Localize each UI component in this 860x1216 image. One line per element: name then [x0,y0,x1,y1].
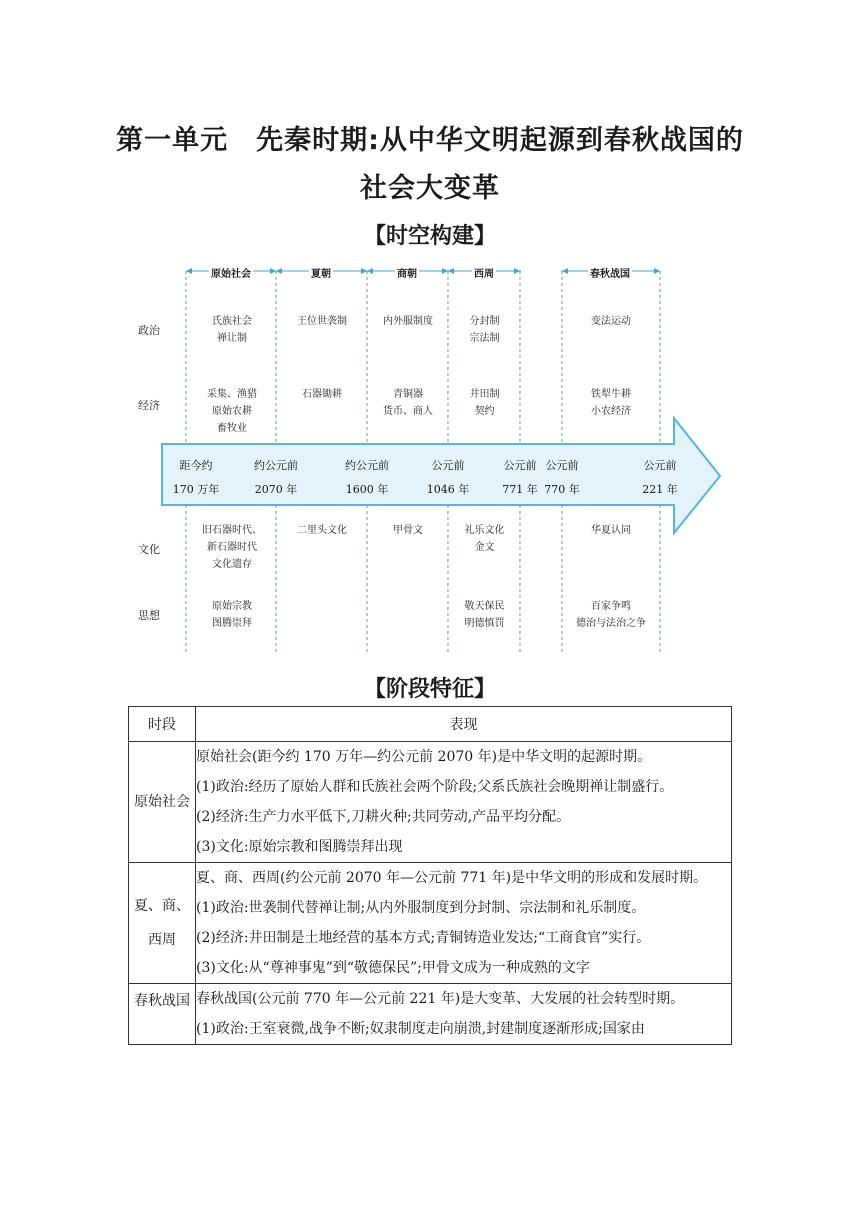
section-heading-timeline: 【时空构建】 [363,224,496,249]
period-primitive: 原始社会 [209,265,253,280]
economy-western-zhou: 井田制 契约 [469,389,500,417]
date-label-top: 距今约 [179,459,213,472]
row-label-economy: 经济 [138,399,160,412]
content-cell [196,863,732,984]
date-label-top: 公元前 [643,459,677,472]
date-label-bottom: 770 年 [544,483,580,496]
date-label-bottom: 1600 年 [345,483,389,496]
date-label-bottom: 221 年 [642,483,678,496]
table-row [129,863,732,984]
culture-spring-autumn: 华夏认同 [591,525,631,536]
content-line: (2)经济:井田制是土地经营的基本方式;青铜铸造业发达;“工商食官”实行。 [196,930,651,946]
content-line: (3)文化:原始宗教和图腾崇拜出现 [196,839,403,855]
content-line: 夏、商、西周(约公元前 2070 年—公元前 771 年)是中华文明的形成和发展时期。 [196,870,708,886]
content-line: (1)政治:世袭制代替禅让制;从内外服制度到分封制、宗法制和礼乐制度。 [196,900,646,916]
politics-xia: 王位世袭制 [297,316,347,327]
content-line: 春秋战国(公元前 770 年—公元前 221 年)是大变革、大发展的社会转型时期。 [196,991,685,1007]
culture-shang: 甲骨文 [393,525,423,536]
section-heading-stage: 【阶段特征】 [363,677,496,702]
date-label-bottom: 170 万年 [172,483,220,496]
content-line: (1)政治:王室衰微,战争不断;奴隶制度走向崩溃,封建制度逐渐形成;国家由 [196,1021,645,1037]
row-label-politics: 政治 [138,324,160,337]
date-label-top: 公元前 [431,459,465,472]
period-cell [129,863,196,984]
politics-shang: 内外服制度 [383,316,433,327]
date-label-bottom: 771 年 [502,483,538,496]
unit-title-line2: 社会大变革 [360,173,500,204]
thought-primitive: 原始宗教 图腾崇拜 [212,601,252,629]
thought-western-zhou: 敬天保民 明德慎罚 [464,601,505,629]
period-cell: 原始社会 [129,742,196,863]
content-cell [196,742,732,863]
content-line: (3)文化:从“尊神事鬼”到“敬德保民”;甲骨文成为一种成熟的文字 [196,960,590,976]
header-period: 时段 [129,707,196,742]
unit-title: 第一单元 先秦时期:从中华文明起源到春秋战国的 [116,125,744,156]
period-western-zhou: 西周 [472,265,496,280]
table-header-row [129,707,732,742]
period-cell-text: 夏、商、西周 [134,898,190,948]
date-label-top: 约公元前 [254,459,298,472]
economy-xia: 石器锄耕 [302,389,342,400]
row-label-thought: 思想 [138,609,160,622]
period-cell: 春秋战国 [129,984,196,1045]
culture-xia: 二里头文化 [297,525,347,536]
table-row [129,984,732,1045]
politics-spring-autumn: 变法运动 [591,316,631,327]
culture-primitive: 旧石器时代、 新石器时代 文化遗存 [202,525,262,570]
period-shang: 商朝 [395,265,419,280]
content-line: (2)经济:生产力水平低下,刀耕火种;共同劳动,产品平均分配。 [196,809,571,825]
date-label-top: 约公元前 [345,459,389,472]
politics-western-zhou: 分封制 宗法制 [469,316,500,344]
culture-western-zhou: 礼乐文化 金文 [464,525,505,553]
economy-shang: 青铜器 货币、商人 [383,389,433,417]
row-label-culture: 文化 [138,543,160,556]
economy-primitive: 采集、渔猎 原始农耕 畜牧业 [207,389,257,434]
date-label-top: 公元前 [503,459,537,472]
date-label-top: 公元前 [545,459,579,472]
content-cell [196,984,732,1045]
politics-primitive: 氏族社会 禅让制 [212,316,252,344]
content-line: (1)政治:经历了原始人群和氏族社会两个阶段;父系氏族社会晚期禅让制盛行。 [196,779,674,795]
economy-spring-autumn: 铁犁牛耕 小农经济 [591,389,631,417]
content-line: 原始社会(距今约 170 万年—约公元前 2070 年)是中华文明的起源时期。 [196,749,652,765]
stage-characteristics-table [128,706,732,1045]
date-label-bottom: 2070 年 [254,483,298,496]
period-xia: 夏朝 [309,265,333,280]
header-content: 表现 [196,707,732,742]
table-row [129,742,732,863]
thought-spring-autumn: 百家争鸣 德治与法治之争 [576,601,646,629]
date-label-bottom: 1046 年 [426,483,470,496]
timeline-diagram [126,254,730,658]
period-spring-autumn: 春秋战国 [588,265,632,280]
